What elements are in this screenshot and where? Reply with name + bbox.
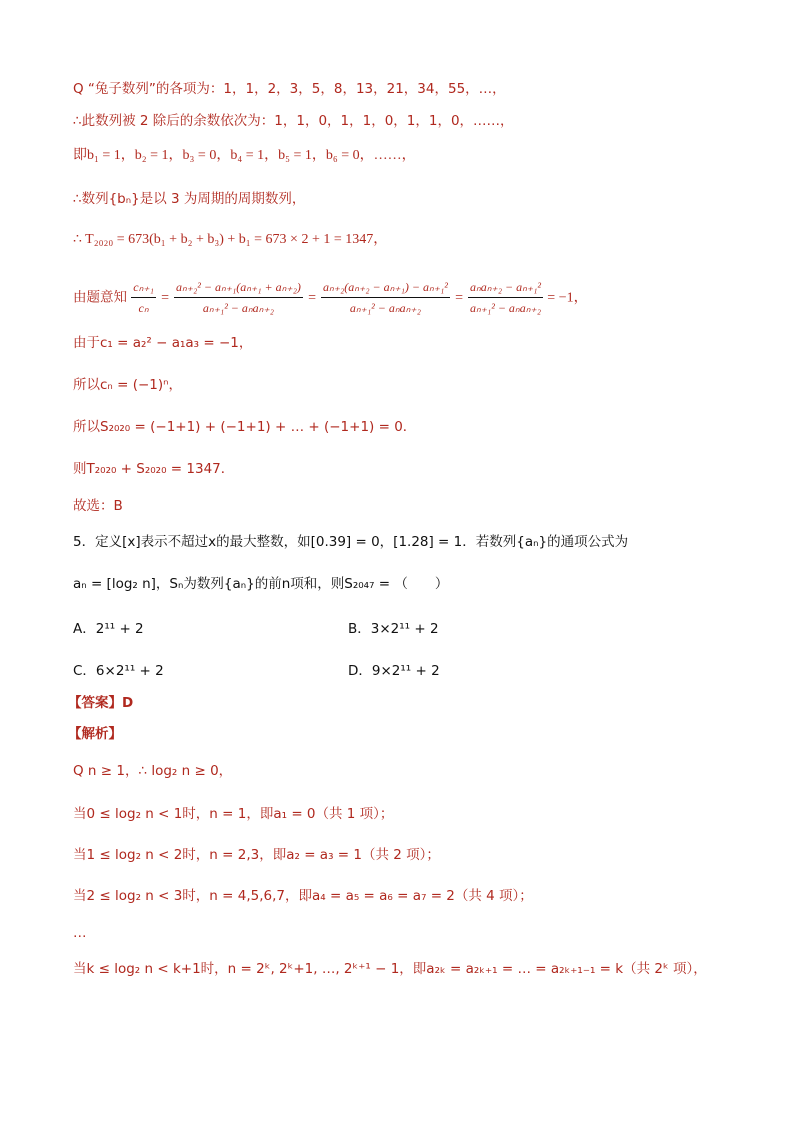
answer-label: 【答案】D: [68, 695, 134, 711]
line-case-2: 当2 ≤ log₂ n < 3时，n = 4,5,6,7，即a₄ = a₅ = a₆ = a₇ = 2（共 4 项）；: [73, 888, 533, 904]
question-5-stem: 5．定义[x]表示不超过x的最大整数，如[0.39] = 0，[1.28] = 1．若数列{aₙ}的通项公式为: [73, 534, 629, 550]
fraction-numerator: cₙ₊₁: [131, 278, 156, 298]
fraction-step-3: [468, 278, 543, 317]
fraction-denominator: aₙ₊₁² − aₙaₙ₊₂: [469, 301, 541, 315]
option-c: C．6×2¹¹ + 2: [73, 663, 164, 679]
line-rabbit-sequence: Q “兔子数列”的各项为：1，1，2，3，5，8，13，21，34，55，…，: [73, 81, 506, 97]
option-a: A．2¹¹ + 2: [73, 621, 144, 637]
fraction-denominator: aₙ₊₁² − aₙaₙ₊₂: [349, 301, 421, 315]
fraction-numerator: aₙ₊₂² − aₙ₊₁(aₙ₊₁ + aₙ₊₂): [174, 278, 303, 298]
question-5-stem-cont: aₙ = [log₂ n]，Sₙ为数列{aₙ}的前n项和，则S₂₀₄₇ = （ ）: [73, 576, 449, 592]
line-log-nonneg: Q n ≥ 1，∴ log₂ n ≥ 0，: [73, 763, 233, 779]
fraction-c-ratio: [131, 278, 156, 317]
line-c1: 由于c₁ = a₂² − a₁a₃ = −1，: [73, 335, 253, 351]
ratio-result: = −1，: [547, 290, 588, 306]
line-sum-result: 则T₂₀₂₀ + S₂₀₂₀ = 1347．: [73, 461, 235, 477]
fraction-step-1: [174, 278, 303, 317]
line-ellipsis: …: [73, 925, 87, 941]
line-ratio: [73, 278, 588, 317]
option-d: D．9×2¹¹ + 2: [348, 663, 440, 679]
equals-sign: =: [454, 290, 464, 306]
analysis-label: 【解析】: [68, 726, 122, 742]
option-b: B．3×2¹¹ + 2: [348, 621, 439, 637]
line-remainders: ∴此数列被 2 除后的余数依次为：1，1，0，1，1，0，1，1，0，……，: [73, 113, 514, 129]
line-cn: 所以cₙ = (−1)ⁿ，: [73, 377, 183, 393]
line-periodic: ∴数列{bₙ}是以 3 为周期的周期数列，: [73, 191, 306, 207]
equals-sign: =: [307, 290, 317, 306]
line-S2020: 所以S₂₀₂₀ = (−1+1) + (−1+1) + … + (−1+1) = 0．: [73, 419, 417, 435]
fraction-denominator: aₙ₊₁² − aₙaₙ₊₂: [202, 301, 274, 315]
fraction-step-2: [321, 278, 450, 317]
line-case-k: 当k ≤ log₂ n < k+1时，n = 2ᵏ, 2ᵏ+1, …, 2ᵏ⁺¹ − 1，即a₂ₖ = a₂ₖ₊₁ = … = a₂ₖ₊₁₋₁ = k（共 2ᵏ 项），: [73, 961, 707, 977]
line-case-1: 当1 ≤ log₂ n < 2时，n = 2,3，即a₂ = a₃ = 1（共 2 项）；: [73, 847, 440, 863]
line-choice: 故选：B: [73, 498, 123, 514]
equals-sign: =: [160, 290, 170, 306]
line-b-values: 即b₁ = 1，b₂ = 1，b₃ = 0，b₄ = 1，b₅ = 1，b₆ = 0，……，: [73, 148, 416, 163]
fraction-numerator: aₙ₊₂(aₙ₊₂ − aₙ₊₁) − aₙ₊₁²: [321, 278, 450, 298]
line-T2020: ∴ T₂₀₂₀ = 673(b₁ + b₂ + b₃) + b₁ = 673 × 2 + 1 = 1347，: [73, 232, 388, 247]
ratio-prefix: 由题意知: [73, 289, 127, 306]
line-case-0: 当0 ≤ log₂ n < 1时，n = 1，即a₁ = 0（共 1 项）；: [73, 806, 394, 822]
fraction-denominator: cₙ: [138, 301, 149, 315]
fraction-numerator: aₙaₙ₊₂ − aₙ₊₁²: [468, 278, 543, 298]
